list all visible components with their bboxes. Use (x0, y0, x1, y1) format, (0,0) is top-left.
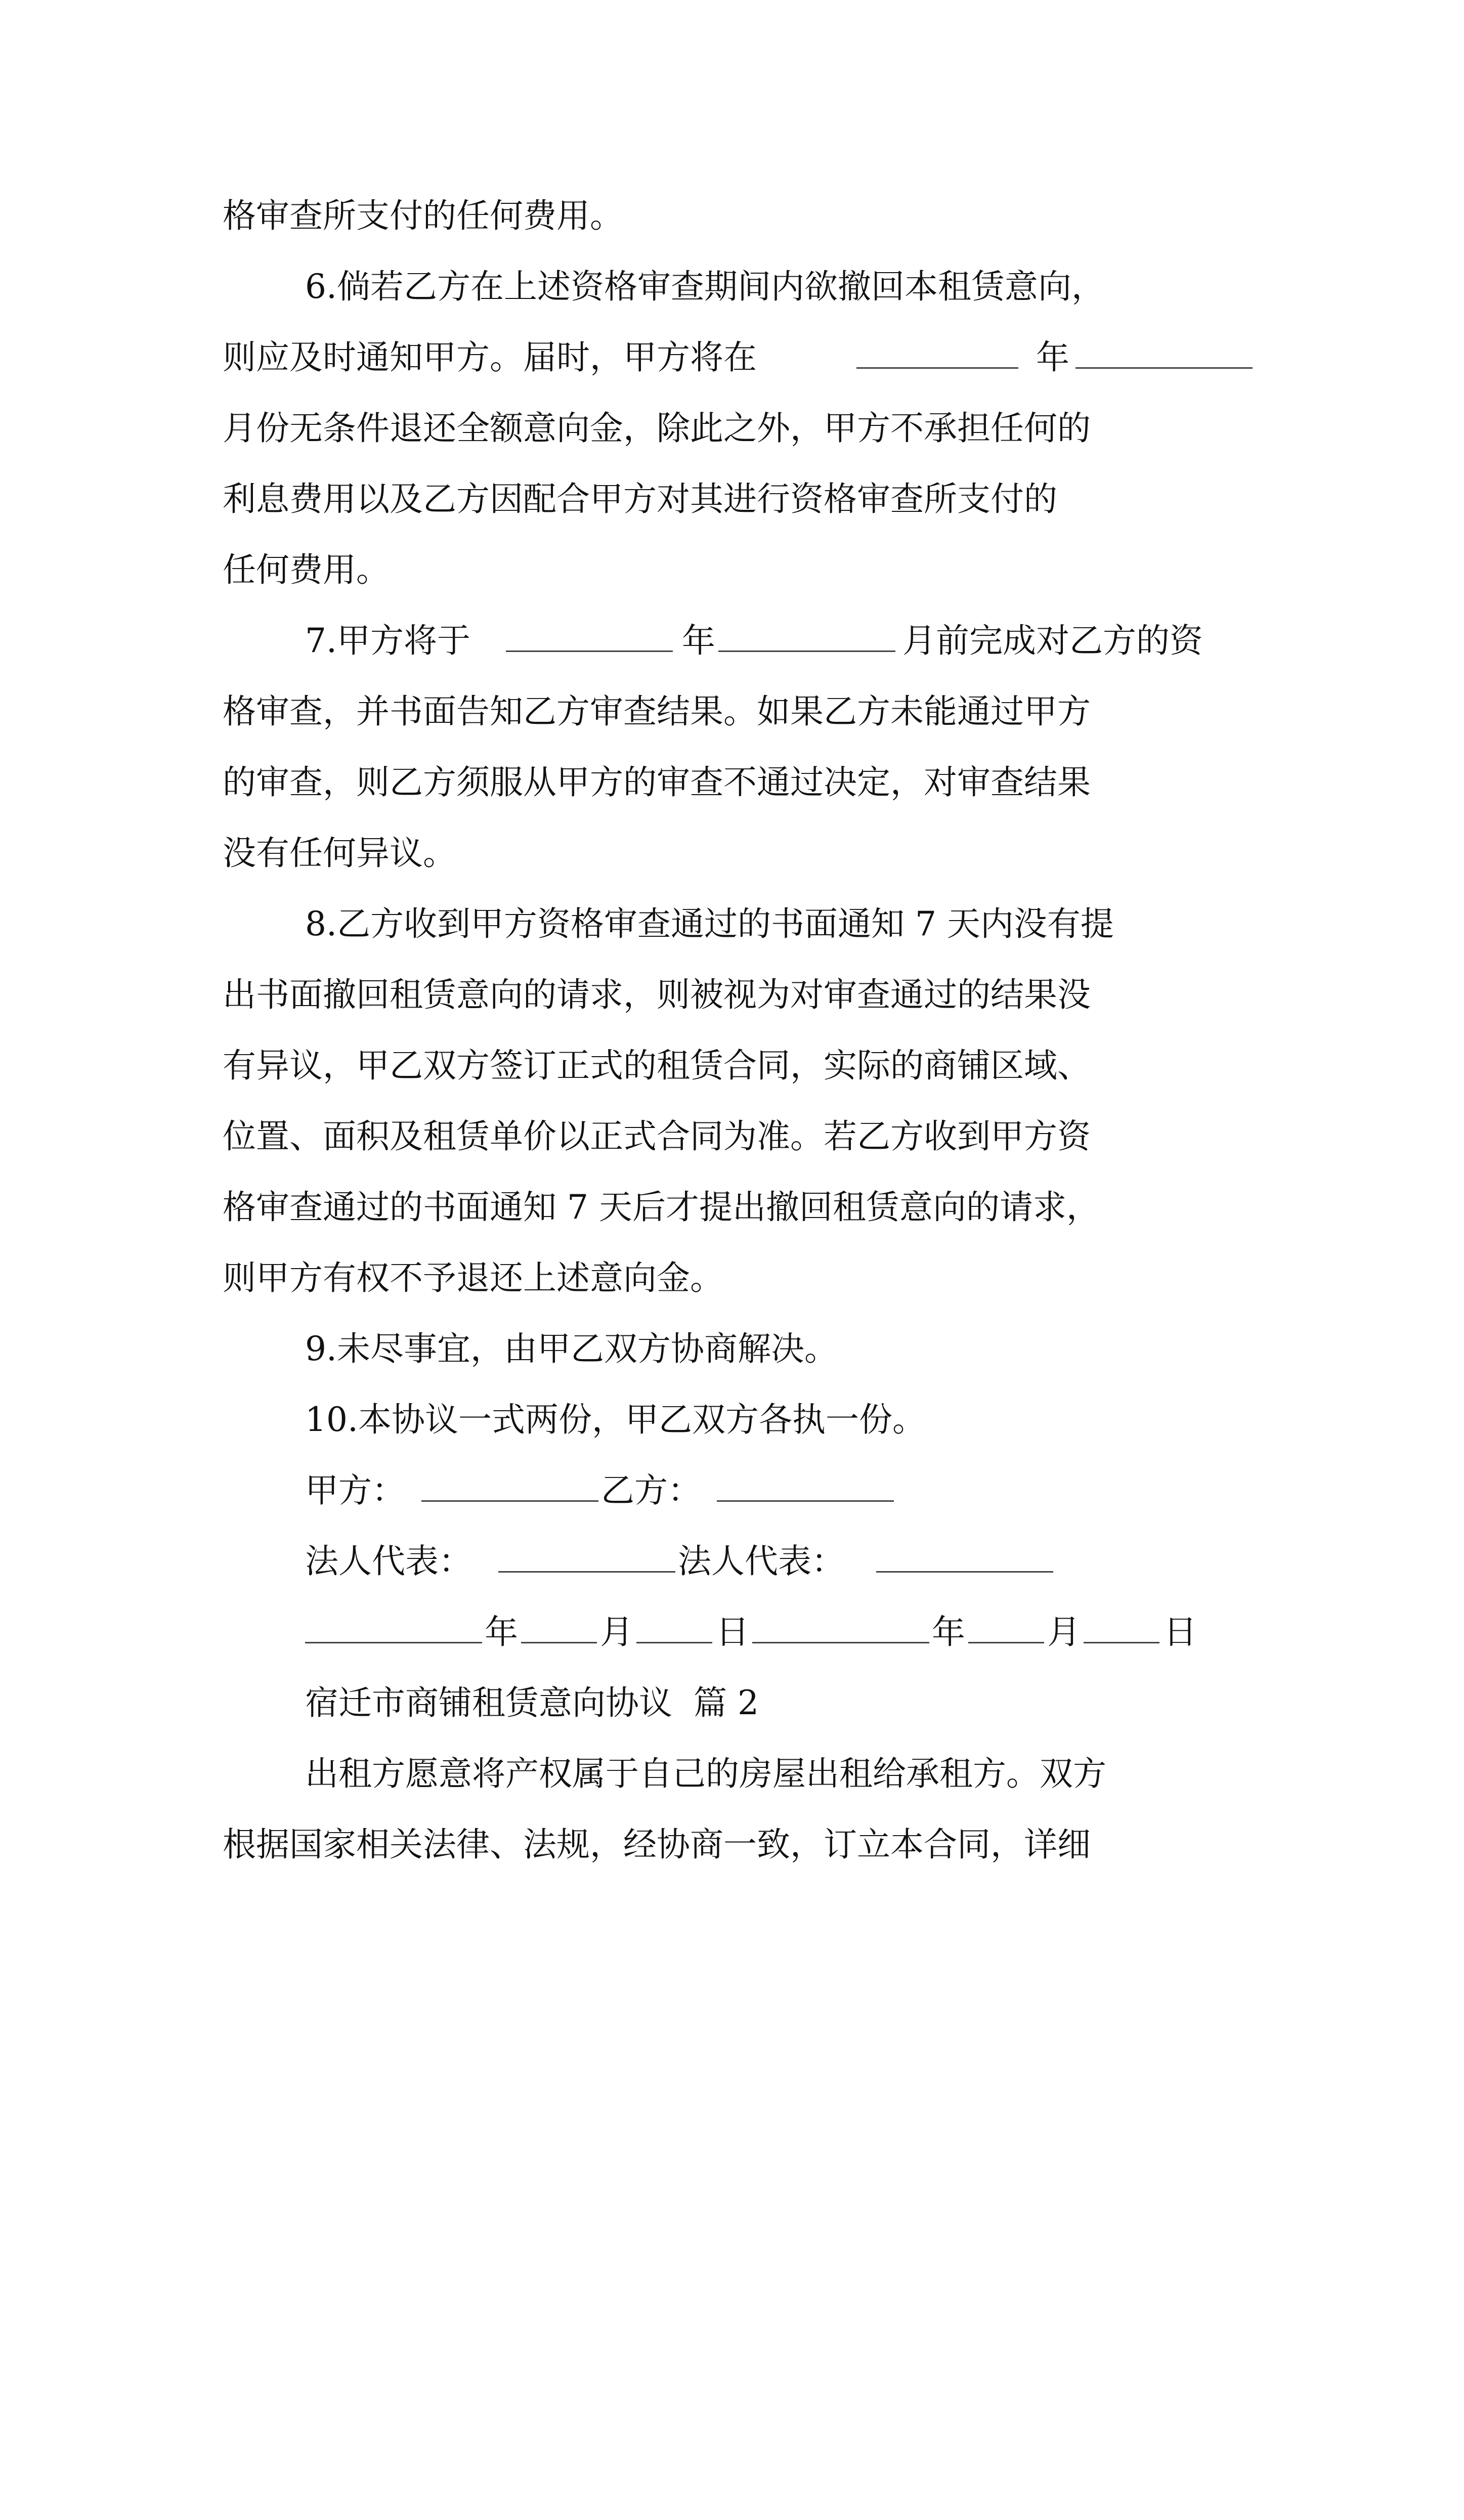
clause-8-line (0, 1175, 1464, 1240)
text-segment: 根据国家相关法律、法规，经协商一致，订立本合同，详细 (223, 1825, 1091, 1864)
blank-party-b (717, 1500, 894, 1502)
text-segment: 出租方愿意将产权属于自己的房屋出租给承租方。双方 (305, 1754, 1106, 1793)
year-label: 年 (485, 1613, 518, 1652)
blank-year (856, 367, 1018, 369)
blank-party-a (421, 1500, 598, 1502)
party-a-label: 甲方： (305, 1471, 405, 1510)
clause-8-line (0, 891, 1464, 957)
year-label: 年 (932, 1613, 965, 1652)
clause-6-line (0, 537, 1464, 603)
blank-year-a (305, 1642, 482, 1643)
legal-rep-b-label: 法人代表： (678, 1542, 845, 1581)
clause-8-line (0, 1245, 1464, 1311)
month-label: 月 (600, 1613, 633, 1652)
blank-legal-rep-a (498, 1571, 675, 1573)
year-label: 年 (1036, 338, 1069, 377)
text-segment: 利息费用以及乙方因配合甲方对其进行资格审查所支付的 (223, 480, 1057, 518)
clause-7-line (0, 820, 1464, 886)
day-label: 日 (716, 1613, 749, 1652)
blank-legal-rep-b (876, 1571, 1053, 1573)
closing-line (0, 1741, 1464, 1807)
clause-8-line (0, 1033, 1464, 1099)
text-segment: 10.本协议一式两份，甲乙双方各执一份。 (305, 1400, 926, 1439)
blank-month (1075, 367, 1253, 369)
day-label: 日 (1164, 1613, 1197, 1652)
clause-6-line (0, 325, 1464, 390)
text-segment: 的审查，则乙方须服从甲方的审查不通过决定，对审查结果 (223, 763, 1091, 802)
month-label: 月 (1047, 1613, 1081, 1652)
closing-line (0, 1812, 1464, 1878)
text-segment: 月份无条件退还全额意向金，除此之外，甲方不承担任何的 (223, 409, 1091, 448)
clause-8-line (0, 962, 1464, 1028)
year-label: 年 (682, 621, 715, 660)
clause-6-line (0, 466, 1464, 532)
signature-legal-rep-line (0, 1529, 1464, 1594)
legal-rep-a-label: 法人代表： (305, 1542, 472, 1581)
text-line (0, 183, 1464, 249)
signature-parties-line (0, 1458, 1464, 1524)
text-segment: 格审查所支付的任何费用。 (223, 196, 623, 235)
blank-year (506, 650, 673, 652)
section-heading (0, 1670, 1464, 1736)
clause-7-line (0, 608, 1464, 674)
blank-month-a (521, 1642, 597, 1643)
text-segment: 任何费用。 (223, 550, 390, 589)
text-segment: 没有任何异议。 (223, 834, 456, 873)
text-segment: 格审查，并书面告知乙方审查结果。如果乙方未能通过甲方 (223, 692, 1091, 731)
text-segment: 月前完成对乙方的资 (902, 621, 1203, 660)
blank-day-a (636, 1642, 712, 1643)
clause-8-line (0, 1104, 1464, 1169)
text-segment: 有异议，甲乙双方签订正式的租赁合同，实际的商铺区域、 (223, 1046, 1091, 1085)
clause-7-line (0, 750, 1464, 815)
blank-month (718, 650, 895, 652)
clause-9-line (0, 1316, 1464, 1382)
clause-10-line (0, 1387, 1464, 1453)
heading-text: 宿迁市商铺租赁意向协议 篇 2 (305, 1683, 759, 1722)
text-segment: 9.未尽事宜，由甲乙双方协商解决。 (305, 1329, 838, 1368)
blank-day-b (1084, 1642, 1159, 1643)
signature-date-line (0, 1599, 1464, 1665)
text-segment: 6.倘若乙方在上述资格审查期间内欲撤回本租赁意向， (305, 267, 1105, 306)
text-segment: 位置、面积及租赁单价以正式合同为准。若乙方收到甲方资 (223, 1117, 1091, 1156)
party-b-label: 乙方： (601, 1471, 701, 1510)
text-segment: 出书面撤回租赁意向的请求，则被视为对审查通过的结果没 (223, 975, 1091, 1014)
text-segment: 格审查通过的书面通知 7 天后才提出撤回租赁意向的请求， (223, 1188, 1100, 1227)
clause-6-line (0, 396, 1464, 461)
blank-month-b (968, 1642, 1044, 1643)
text-segment: 8.乙方收到甲方资格审查通过的书面通知 7 天内没有提 (305, 904, 1114, 943)
clause-7-line (0, 679, 1464, 745)
text-segment: 则甲方有权不予退还上述意向金。 (223, 1258, 723, 1297)
text-segment: 则应及时通知甲方。届时，甲方将在 (223, 338, 757, 377)
text-segment: 7.甲方将于 (305, 621, 470, 660)
clause-6-line (0, 254, 1464, 320)
blank-year-b (752, 1642, 929, 1643)
